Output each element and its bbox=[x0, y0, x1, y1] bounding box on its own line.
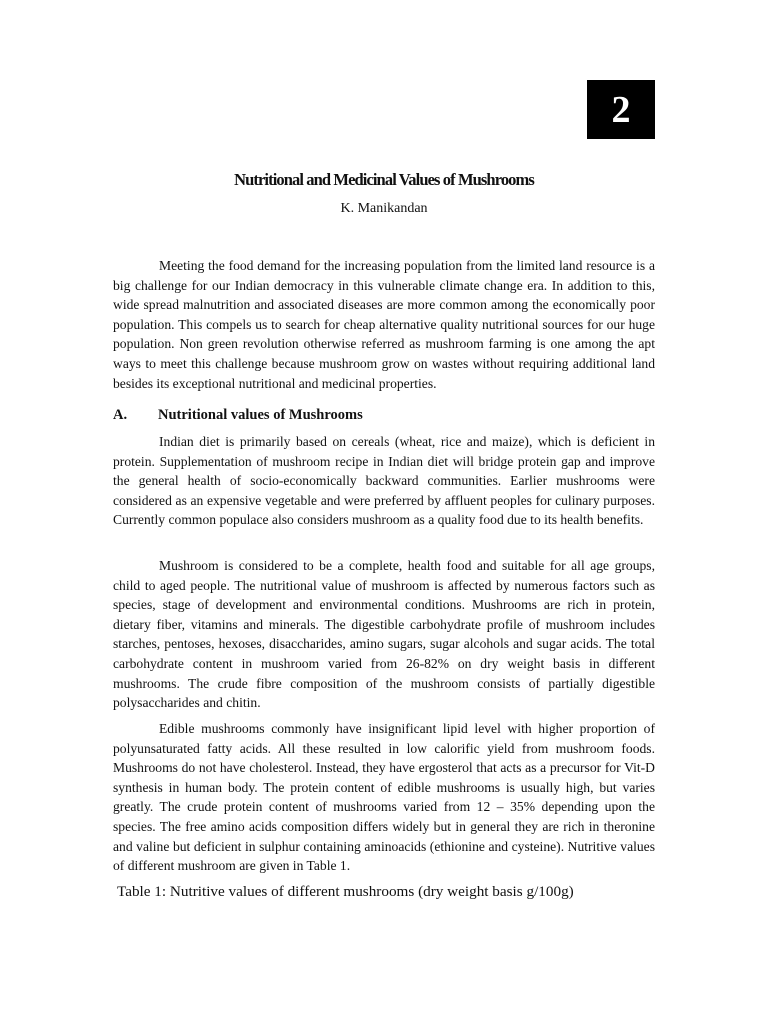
body-paragraph: Indian diet is primarily based on cereals (wheat, rice and maize), which is deficient in protein. Supplementation of mushroom recipe in Indian diet will bridge protein gap and improve the general health of socio-economically backward communities. Earlier mushrooms were considered as an expensive vegetable and were preferred by affluent peoples for culinary purposes. Currently common populace also considers mushroom as a quality food due to its health benefits. bbox=[113, 434, 655, 528]
chapter-number-badge bbox=[587, 80, 655, 139]
body-paragraph: Edible mushrooms commonly have insignificant lipid level with higher proportion of polyunsaturated fatty acids. All these resulted in low calorific yield from mushroom foods. Mushrooms do not have cholesterol. Instead, they have ergosterol that acts as a precursor for Vit-D synthesis in human body. The protein content of edible mushrooms is usually high, but varies greatly. The crude protein content of mushrooms varied from 12 – 35% depending upon the species. The free amino acids composition differs widely but in general they are rich in theronine and valine but deficient in sulphur containing aminoacids (ethionine and cysteine). Nutritive values of different mushroom are given in Table 1. bbox=[113, 721, 655, 874]
intro-paragraph: Meeting the food demand for the increasing population from the limited land resource is a big challenge for our Indian democracy in this vulnerable climate change era. In addition to this, wide spread malnutrition and associated diseases are more common among the economically poor population. This compels us to search for cheap alternative quality nutritional sources for our huge population. Non green revolution otherwise referred as mushroom farming is one among the apt ways to meet this challenge because mushroom grow on wastes without requiring additional land besides its exceptional nutritional and medicinal properties. bbox=[113, 258, 655, 391]
author-name: K. Manikandan bbox=[340, 201, 428, 216]
chapter-number: 2 bbox=[611, 88, 631, 131]
section-title: Nutritional values of Mushrooms bbox=[158, 407, 363, 423]
body-paragraph: Mushroom is considered to be a complete, health food and suitable for all age groups, child to aged people. The nutritional value of mushroom is affected by numerous factors such as species, stage of development and environmental conditions. Mushrooms are rich in protein, dietary fiber, vitamins and minerals. The digestible carbohydrate profile of mushroom includes starches, pentoses, hexoses, disaccharides, amino sugars, sugar alcohols and sugar acids. The total carbohydrate content in mushroom varied from 26-82% on dry weight basis in different mushrooms. The crude fibre composition of the mushroom consists of partially digestible polysaccharides and chitin. bbox=[113, 558, 655, 711]
section-letter: A. bbox=[113, 407, 128, 423]
section-heading bbox=[113, 405, 655, 425]
article-title: Nutritional and Medicinal Values of Mushrooms bbox=[234, 170, 534, 189]
table-caption: Table 1: Nutritive values of different mushrooms (dry weight basis g/100g) bbox=[117, 883, 574, 900]
